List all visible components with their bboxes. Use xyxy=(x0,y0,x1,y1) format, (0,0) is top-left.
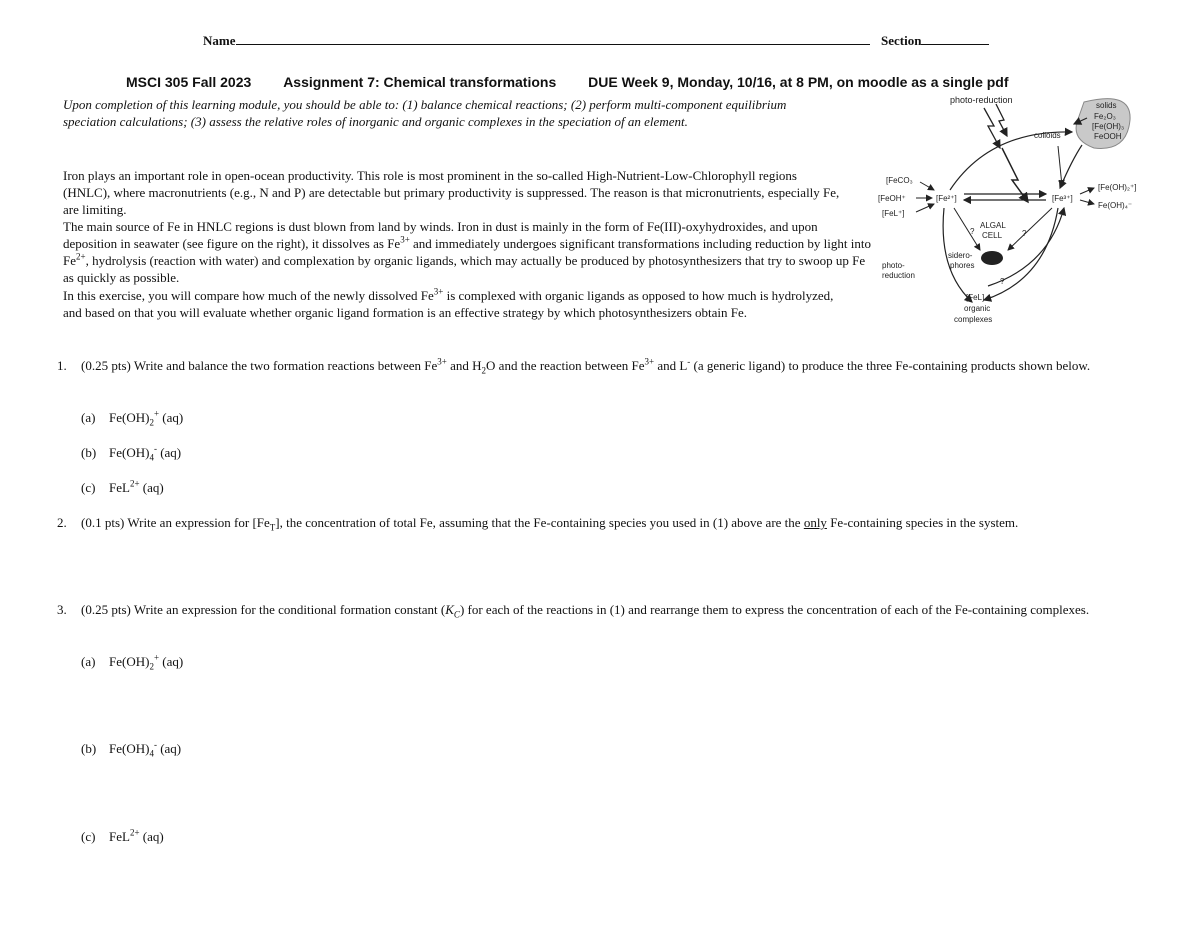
fig-colloids: colloids xyxy=(1034,131,1061,140)
arrow-feoh4 xyxy=(1080,200,1094,204)
q3-a-label: (a) xyxy=(81,654,96,669)
intro-p3-a: In this exercise, you will compare how much of the newly dissolved Fe xyxy=(63,288,434,303)
question-1-text xyxy=(81,357,1141,375)
q1-sub1: 2 xyxy=(481,365,487,376)
q2-c: Fe-containing species in the system. xyxy=(826,515,1019,530)
name-label: Name xyxy=(203,33,236,48)
q1-c-base: FeL xyxy=(109,480,130,495)
fig-siderophores-2: phores xyxy=(950,261,975,270)
q3-species-a xyxy=(81,654,183,670)
q3-species-b xyxy=(81,741,181,757)
q1-sup3: - xyxy=(687,356,691,367)
course-title: MSCI 305 Fall 2023 xyxy=(126,74,252,90)
q1-species-b xyxy=(81,445,181,461)
q1-c-label: (c) xyxy=(81,480,96,495)
q3-pts: (0.25 pts) xyxy=(81,602,134,617)
q3-species-c xyxy=(81,829,164,845)
intro-p2-sup1: 3+ xyxy=(400,234,410,245)
iron-cycle-figure xyxy=(872,90,1137,330)
intro-p2-b: and immediately undergoes significant transformations including reduction by light into Fe xyxy=(63,236,871,268)
fig-photo-left-1: photo- xyxy=(882,261,905,270)
fig-photo-left-2: reduction xyxy=(882,271,915,280)
question-2-number: 2. xyxy=(57,515,67,530)
q3-b-sup: - xyxy=(153,739,157,750)
q3-a-sup: + xyxy=(153,652,160,663)
q3-a-sub: 2 xyxy=(149,661,154,672)
arc-fel-fe3 xyxy=(988,208,1064,286)
section-label: Section xyxy=(881,33,922,48)
q3-b-base: Fe(OH) xyxy=(109,741,150,756)
fig-photo-reduction-top: photo-reduction xyxy=(950,95,1013,105)
intro-paragraph-3 xyxy=(63,287,853,321)
fig-algal-cell-2: CELL xyxy=(982,231,1003,240)
lightning-2 xyxy=(996,104,1007,136)
intro-p3-b: is complexed with organic ligands as opposed to how much is hydrolyzed, and based on that you will evaluate whether organic ligand formation is an effective strategy by which photosynthesizers obtain Fe. xyxy=(63,288,834,320)
q1-b-base: Fe(OH) xyxy=(109,445,150,460)
arrow-fel xyxy=(916,204,934,212)
intro-p2-sup2: 2+ xyxy=(76,251,86,262)
q2-b: ], the concentration of total Fe, assuming that the Fe-containing species you used in (1) above are the xyxy=(275,515,804,530)
q1-c-sup: 2+ xyxy=(129,478,140,489)
q3-a: Write an expression for the conditional formation constant ( xyxy=(133,602,446,617)
fig-fel-org: [FeL] xyxy=(966,293,985,302)
q2-pts: (0.1 pts) xyxy=(81,515,128,530)
q1-b-tail: (aq) xyxy=(156,445,182,460)
q3-a-base: Fe(OH) xyxy=(109,654,150,669)
q1-a-tail: (aq) xyxy=(159,410,184,425)
fig-fe2o3: Fe₂O₃ xyxy=(1094,112,1116,121)
q3-ksub: C xyxy=(453,609,460,620)
q1-b: and H xyxy=(446,358,482,373)
q1-d: and L xyxy=(654,358,688,373)
arrow-colloids-fe3 xyxy=(1058,146,1062,186)
fig-siderophores-1: sidero- xyxy=(948,251,973,260)
assignment-title: Assignment 7: Chemical transformations xyxy=(283,74,557,90)
q3-k: K xyxy=(445,602,454,617)
q1-e: (a generic ligand) to produce the three Fe-containing products shown below. xyxy=(690,358,1091,373)
q1-species-a xyxy=(81,410,183,426)
q3-b: ) for each of the reactions in (1) and rearrange them to express the concentration of each of the Fe-containing complexes. xyxy=(459,602,1090,617)
fig-complexes: complexes xyxy=(954,315,993,324)
q3-b-tail: (aq) xyxy=(156,741,182,756)
arc-fe2-colloids xyxy=(950,132,1072,190)
q3-b-sub: 4 xyxy=(149,748,154,759)
q1-b-sup: - xyxy=(153,443,157,454)
fig-solids: solids xyxy=(1096,101,1117,110)
q1-a-label: (a) xyxy=(81,410,96,425)
q1-a-base: Fe(OH) xyxy=(109,410,150,425)
fig-feooh: FeOOH xyxy=(1094,132,1122,141)
intro-p2-a: The main source of Fe in HNLC regions is dust blown from land by winds. Iron in dust is mainly in the form of Fe(III)-oxyhydroxides, and upon deposition in seawater (see figure on the right), it dissolves as Fe xyxy=(63,219,818,251)
fig-fel-plus: [FeL⁺] xyxy=(882,209,905,218)
q1-a-sup: + xyxy=(153,408,160,419)
arrow-feco3 xyxy=(920,182,934,190)
arrow-feoh2 xyxy=(1080,188,1094,194)
question-1-number: 1. xyxy=(57,358,67,373)
q1-a-sub: 2 xyxy=(149,417,154,428)
algal-cell-shape xyxy=(981,251,1003,265)
q1-sup2: 3+ xyxy=(644,356,655,367)
due-date: DUE Week 9, Monday, 10/16, at 8 PM, on moodle as a single pdf xyxy=(588,74,1009,90)
fig-q2: ? xyxy=(1022,229,1027,238)
learning-objectives: Upon completion of this learning module, you should be able to: (1) balance chemical reactions; (2) perform multi-component equilibrium speciation calculations; (3) assess the relative roles of inorganic and organic complexes in the speciation of an element. xyxy=(63,97,787,129)
fig-feco3: [FeCO₃ xyxy=(886,176,913,185)
q3-a-tail: (aq) xyxy=(159,654,184,669)
fig-fe3: [Fe³⁺] xyxy=(1052,194,1073,203)
fig-algal-cell-1: ALGAL xyxy=(980,221,1006,230)
intro-p3-sup: 3+ xyxy=(433,286,444,297)
q2-underline: only xyxy=(803,515,827,530)
intro-paragraph-2 xyxy=(63,218,871,286)
fig-feoh2: [Fe(OH)₂⁺] xyxy=(1098,183,1137,192)
q3-c-tail: (aq) xyxy=(139,829,164,844)
fig-feoh-plus: [FeOH⁺ xyxy=(878,194,906,203)
q1-pts: (0.25 pts) xyxy=(81,358,134,373)
q1-c: O and the reaction between Fe xyxy=(486,358,645,373)
arc-fe2-cell xyxy=(954,208,980,250)
q1-b-label: (b) xyxy=(81,445,97,460)
q3-c-base: FeL xyxy=(109,829,130,844)
q1-a: Write and balance the two formation reactions between Fe xyxy=(133,358,438,373)
q1-sup1: 3+ xyxy=(437,356,447,367)
lightning-1 xyxy=(984,108,1000,148)
fig-q3: ? xyxy=(1000,277,1005,286)
q1-species-c xyxy=(81,480,164,496)
fig-feoh3: [Fe(OH)₃ xyxy=(1092,122,1125,131)
name-field[interactable] xyxy=(203,33,870,49)
question-3-text xyxy=(81,601,1141,619)
q1-b-sub: 4 xyxy=(149,452,154,463)
fig-feoh4: Fe(OH)₄⁻ xyxy=(1098,201,1133,210)
section-field[interactable] xyxy=(881,33,989,49)
q3-c-label: (c) xyxy=(81,829,96,844)
fig-fe2: [Fe²⁺] xyxy=(936,194,957,203)
fig-q1: ? xyxy=(970,227,975,236)
q3-b-label: (b) xyxy=(81,741,97,756)
arc-solids-fe3 xyxy=(1060,145,1082,188)
q2-a: Write an expression for [Fe xyxy=(127,515,270,530)
q2-sub1: T xyxy=(269,522,276,533)
page-title xyxy=(126,74,1009,90)
question-3-number: 3. xyxy=(57,602,67,617)
section-line[interactable] xyxy=(921,33,989,45)
intro-paragraph-1: Iron plays an important role in open-ocean productivity. This role is most prominent in the so-called High-Nutrient-Low-Chlorophyll regions (HNLC), where macronutrients (e.g., N and P) are detectable but primary productivity is suppressed. The reason is that micronutrients, especially Fe, are limiting. xyxy=(63,168,840,217)
intro-p2-c: , hydrolysis (reaction with water) and complexation by organic ligands, which may actually be produced by photosynthesizers that try to swoop up Fe as quickly as possible. xyxy=(63,253,866,285)
q1-c-tail: (aq) xyxy=(139,480,164,495)
name-line[interactable] xyxy=(236,33,870,45)
question-2-text xyxy=(81,514,1141,532)
q3-c-sup: 2+ xyxy=(129,827,140,838)
arc-fe3-cell xyxy=(1008,208,1052,250)
fig-organic: organic xyxy=(964,304,991,313)
